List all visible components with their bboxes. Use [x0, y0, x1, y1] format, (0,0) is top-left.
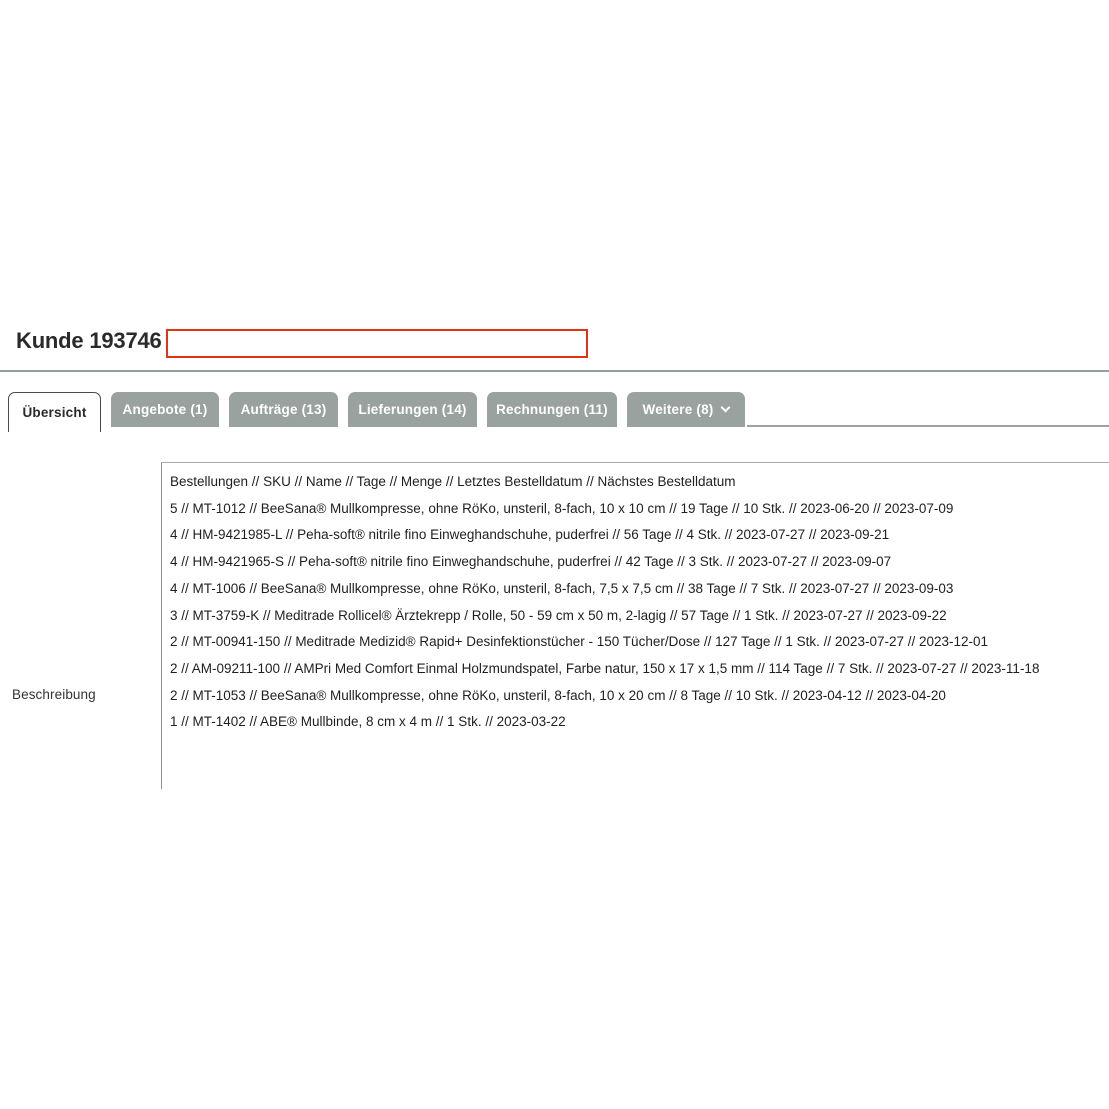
tab-lieferungen-label: Lieferungen (14) [358, 402, 467, 417]
order-line: 2 // MT-00941-150 // Meditrade Medizid® Rapid+ Desinfektionstücher - 150 Tücher/Dose // 127 Tage // 1 Stk. // 2023-07-27 // 2023-12-01 [170, 634, 989, 650]
tab-uebersicht[interactable] [8, 392, 101, 432]
customer-highlight-input[interactable] [166, 329, 588, 358]
tab-uebersicht-label: Übersicht [22, 405, 87, 420]
chevron-down-icon [721, 402, 731, 412]
order-line: 5 // MT-1012 // BeeSana® Mullkompresse, ohne RöKo, unsteril, 8-fach, 10 x 10 cm // 19 Tage // 10 Stk. // 2023-06-20 // 2023-07-09 [170, 500, 954, 516]
tab-auftraege[interactable] [229, 392, 338, 427]
tab-weitere[interactable] [627, 392, 745, 427]
header-divider [0, 370, 1109, 372]
order-line: 4 // HM-9421965-S // Peha-soft® nitrile fino Einweghandschuhe, puderfrei // 42 Tage // 3 Stk. // 2023-07-27 // 2023-09-07 [170, 554, 892, 570]
tab-rechnungen[interactable] [487, 392, 617, 427]
order-line: 1 // MT-1402 // ABE® Mullbinde, 8 cm x 4 m // 1 Stk. // 2023-03-22 [170, 714, 566, 730]
tab-weitere-label: Weitere (8) [642, 402, 714, 417]
tabbar-trailing-line [747, 425, 1109, 427]
tab-angebote-label: Angebote (1) [122, 402, 208, 417]
tab-angebote[interactable] [111, 392, 219, 427]
order-line: 4 // MT-1006 // BeeSana® Mullkompresse, ohne RöKo, unsteril, 8-fach, 7,5 x 7,5 cm // 38 Tage // 7 Stk. // 2023-07-27 // 2023-09-03 [170, 580, 954, 596]
order-line: 2 // MT-1053 // BeeSana® Mullkompresse, ohne RöKo, unsteril, 8-fach, 10 x 20 cm // 8 Tage // 10 Stk. // 2023-04-12 // 2023-04-20 [170, 687, 946, 703]
tab-bar [8, 392, 745, 432]
order-line: 2 // AM-09211-100 // AMPri Med Comfort Einmal Holzmundspatel, Farbe natur, 150 x 17 x 1,5 mm // 114 Tage // 7 Stk. // 2023-07-27 // 2023-11-18 [170, 660, 1040, 676]
orders-header-line: Bestellungen // SKU // Name // Tage // Menge // Letztes Bestelldatum // Nächstes Bestelldatum [170, 474, 736, 489]
description-textarea[interactable] [161, 462, 1109, 789]
tab-rechnungen-label: Rechnungen (11) [496, 402, 608, 417]
tab-auftraege-label: Aufträge (13) [240, 402, 327, 417]
tab-lieferungen[interactable] [348, 392, 477, 427]
description-label: Beschreibung [12, 687, 96, 702]
order-line: 3 // MT-3759-K // Meditrade Rollicel® Ärztekrepp / Rolle, 50 - 59 cm x 50 m, 2-lagig // 57 Tage // 1 Stk. // 2023-07-27 // 2023-09-22 [170, 607, 947, 623]
order-line: 4 // HM-9421985-L // Peha-soft® nitrile fino Einweghandschuhe, puderfrei // 56 Tage // 4 Stk. // 2023-07-27 // 2023-09-21 [170, 527, 890, 543]
page-title: Kunde 193746 [16, 328, 162, 353]
